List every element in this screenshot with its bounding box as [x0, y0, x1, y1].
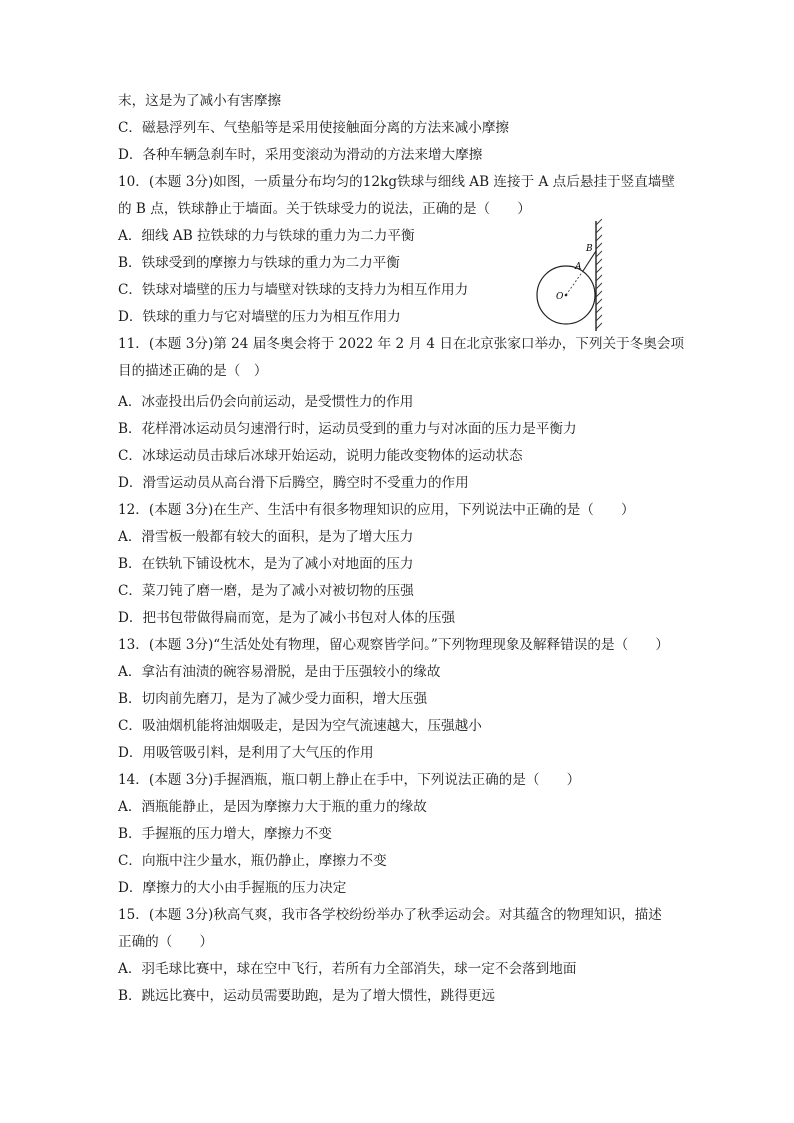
question-10-stem-line2: 的 B 点，铁球静止于墙面。关于铁球受力的说法，正确的是（ ）: [118, 201, 531, 217]
question-10-option-d: D．铁球的重力与它对墙壁的压力为相互作用力: [118, 309, 401, 325]
question-11-option-c: C．冰球运动员击球后冰球开始运动，说明力能改变物体的运动状态: [118, 448, 523, 464]
question-14-option-d: D．摩擦力的大小由手握瓶的压力决定: [118, 880, 347, 896]
question-10-option-a: A．细线 AB 拉铁球的力与铁球的重力为二力平衡: [118, 228, 415, 244]
question-11-option-d: D．滑雪运动员从高台滑下后腾空，腾空时不受重力的作用: [118, 475, 469, 491]
question-12-option-a: A．滑雪板一般都有较大的面积，是为了增大压力: [118, 529, 414, 545]
question-10: [118, 169, 678, 331]
center-dot: [565, 294, 568, 297]
question-11-option-a: A．冰壶投出后仍会向前运动，是受惯性力的作用: [118, 394, 414, 410]
question-13-option-d: D．用吸管吸引料，是利用了大气压的作用: [118, 745, 374, 761]
lead-option-c: C．磁悬浮列车、气垫船等是采用使接触面分离的方法来减小摩擦: [118, 120, 510, 136]
question-13-option-c: C．吸油烟机能将油烟吸走，是因为空气流速越大，压强越小: [118, 718, 482, 734]
question-11: [118, 331, 685, 497]
string-ab: [583, 251, 596, 271]
question-12-option-b: B．在铁轨下铺设枕木，是为了减小对地面的压力: [118, 556, 414, 572]
question-15-stem-line2: 正确的（ ）: [118, 934, 214, 950]
question-10-stem-line1: 10．(本题 3分)如图，一质量分布均匀的12kg铁球与细线 AB 连接于 A 点后悬挂于竖直墙壁: [118, 174, 676, 190]
question-13-option-b: B．切肉前先磨刀，是为了减少受力面积，增大压强: [118, 691, 428, 707]
question-15-option-a: A．羽毛球比赛中，球在空中飞行，若所有力全部消失，球一定不会落到地面: [118, 961, 577, 977]
question-14-option-a: A．酒瓶能静止，是因为摩擦力大于瓶的重力的缘故: [118, 799, 427, 815]
question-11-stem-line2: 目的描述正确的是（ ）: [118, 363, 268, 379]
lead-option-d: D．各种车辆急刹车时，采用变滚动为滑动的方法来增大摩擦: [118, 147, 483, 163]
question-12: [118, 497, 678, 632]
question-14: [118, 767, 678, 902]
label-a: A: [575, 262, 582, 272]
question-13-stem: 13．(本题 3分)“生活处处有物理，留心观察皆学问。”下列物理现象及解释错误的是（ ）: [118, 637, 669, 653]
question-10-options: [118, 223, 678, 331]
question-14-option-c: C．向瓶中注少量水，瓶仍静止，摩擦力不变: [118, 853, 387, 869]
dashed-radius: [566, 271, 583, 295]
question-15-option-b: B．跳远比赛中，运动员需要助跑，是为了增大惯性，跳得更远: [118, 988, 496, 1004]
question-14-stem: 14．(本题 3分)手握酒瓶，瓶口朝上静止在手中，下列说法正确的是（ ）: [118, 772, 581, 788]
question-13-option-a: A．拿沾有油渍的碗容易滑脱，是由于压强较小的缘故: [118, 664, 441, 680]
lead-line: 末，这是为了减小有害摩擦: [118, 93, 282, 109]
question-14-option-b: B．手握瓶的压力增大，摩擦力不变: [118, 826, 332, 842]
question-10-option-c: C．铁球对墙壁的压力与墙壁对铁球的支持力为相互作用力: [118, 282, 469, 298]
question-10-option-b: B．铁球受到的摩擦力与铁球的重力为二力平衡: [118, 255, 400, 271]
label-o: O: [556, 292, 564, 302]
wall-hatching: [596, 219, 602, 329]
question-12-option-d: D．把书包带做得扁而宽，是为了减小书包对人体的压强: [118, 610, 456, 626]
question-13: [118, 632, 678, 767]
question-12-option-c: C．菜刀钝了磨一磨，是为了减小对被切物的压强: [118, 583, 414, 599]
question-11-option-b: B．花样滑冰运动员匀速滑行时，运动员受到的重力与对冰面的压力是平衡力: [118, 421, 577, 437]
question-12-stem: 12．(本题 3分)在生产、生活中有很多物理知识的应用，下列说法中正确的是（ ）: [118, 502, 635, 518]
iron-ball-diagram: [536, 219, 636, 337]
question-15: [118, 902, 678, 1010]
label-b: B: [586, 244, 593, 254]
question-15-stem-line1: 15．(本题 3分)秋高气爽，我市各学校纷纷举办了秋季运动会。对其蕴含的物理知识，描述: [118, 907, 662, 923]
question-11-stem-line1: 11．(本题 3分)第 24 届冬奥会将于 2022 年 2 月 4 日在北京张家口举办，下列关于冬奥会项: [118, 336, 685, 352]
exam-page: [118, 88, 685, 1010]
